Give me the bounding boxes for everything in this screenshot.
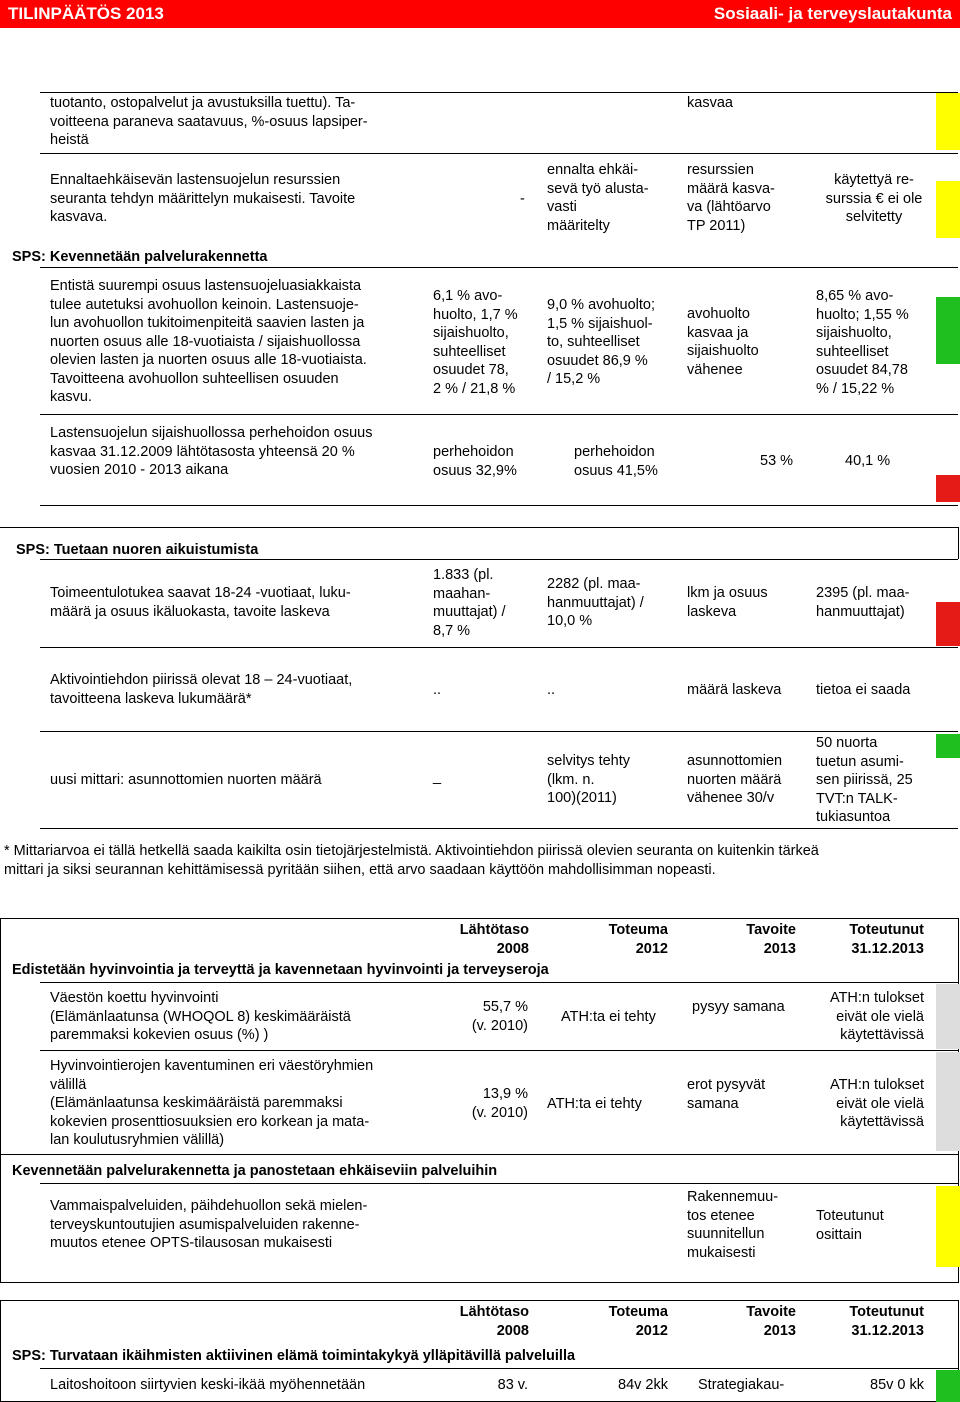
status-indicator-yellow bbox=[936, 181, 960, 238]
t2-r1-target: pysyy samana bbox=[692, 999, 785, 1015]
t2-r3-description: Vammaispalveluiden, päihdehuollon sekä mielen- terveyskuntoutujien asumispalveluiden rakenne- muutos etenee OPTS-tilausosan mukaisesti bbox=[50, 1198, 368, 1251]
s1-r2-target-2013: resurssien määrä kasva- va (lähtöarvo TP 2011) bbox=[687, 162, 775, 234]
s2-r2-target-2013: määrä laskeva bbox=[687, 682, 782, 698]
s1-r4-actual-2012: perhehoidon osuus 41,5% bbox=[574, 444, 658, 479]
s1-r1-target: kasvaa bbox=[687, 95, 733, 111]
footnote: * Mittariarvoa ei tällä hetkellä saada kaikilta osin tietojärjestelmistä. Aktivointiehdon piirissä olevien seuranta on kuitenkin tärkeä mittari ja siksi seurannan kehittämisessä pyritään siihen, että arvo saadaan käyttöön mahdollisimman nopeasti. bbox=[4, 843, 819, 878]
s1-r2-baseline: - bbox=[520, 191, 525, 207]
row-rule bbox=[40, 559, 958, 560]
s2-r3-target-2013: asunnottomien nuorten määrä vähenee 30/v bbox=[687, 753, 783, 806]
row-rule bbox=[40, 92, 958, 93]
status-indicator-yellow bbox=[936, 1186, 960, 1267]
t2-r3-target: Rakennemuu- tos etenee suunnitellun mukaisesti bbox=[687, 1189, 779, 1261]
col-header-target: Tavoite 2013 bbox=[746, 1304, 796, 1339]
s2-r3-baseline: _ bbox=[433, 769, 442, 785]
t2-r2-realized: ATH:n tulokset eivät ole vielä käytettävissä bbox=[829, 1077, 924, 1130]
s1-r3-description: Entistä suurempi osuus lastensuojeluasiakkaista tulee autetuksi avohuollon keinoin. Lastensuoje- lun avohuollon tukitoimenpiteitä saavien lasten ja nuorten osuus alle 18-vuotiaista / sijaishuollossa olevien lasten ja nuorten osuus alle 18-vuotiaista. Tavoitteena avohuollon suhteellisen osuuden kasvu. bbox=[50, 278, 367, 405]
row-rule bbox=[40, 153, 958, 154]
row-rule bbox=[40, 1368, 958, 1369]
header-committee: Sosiaali- ja terveyslautakunta bbox=[713, 4, 952, 23]
s2-r1-actual-2012: 2282 (pl. maa- hanmuuttajat) / 10,0 % bbox=[547, 576, 644, 629]
s2-r3-realized: 50 nuorta tuetun asumi- sen piirissä, 25 TVT:n TALK- tukiasuntoa bbox=[816, 735, 913, 825]
s1-r4-realized: 40,1 % bbox=[845, 453, 891, 469]
s1-r2-realized: käytettyä re- surssia € ei ole selvitetty bbox=[825, 172, 923, 225]
row-rule bbox=[40, 505, 958, 506]
s2-r2-actual-2012: .. bbox=[547, 682, 556, 698]
goal-heading-2: Kevennetään palvelurakennetta ja panostetaan ehkäiseviin palveluihin bbox=[12, 1163, 498, 1179]
s1-r2-actual-2012: ennalta ehkäi- sevä työ alusta- vasti määritelty bbox=[547, 162, 649, 234]
s1-r4-description: Lastensuojelun sijaishuollossa perhehoidon osuus kasvaa 31.12.2009 lähtötasosta yhteensä 20 % vuosien 2010 - 2013 aikana bbox=[50, 425, 373, 478]
page-header bbox=[0, 0, 960, 28]
t2-r3-realized: Toteutunut osittain bbox=[816, 1208, 884, 1243]
t2-r2-target: erot pysyvät samana bbox=[687, 1077, 766, 1112]
s2-r2-description: Aktivointiehdon piirissä olevat 18 – 24-vuotiaat, tavoitteena laskeva lukumäärä* bbox=[50, 672, 353, 707]
t2-r1-realized: ATH:n tulokset eivät ole vielä käytettävissä bbox=[829, 990, 924, 1043]
s1-r3-baseline: 6,1 % avo- huolto, 1,7 % sijaishuolto, suhteelliset osuudet 78, 2 % / 21,8 % bbox=[433, 288, 518, 397]
s1-r3-actual-2012: 9,0 % avohuolto; 1,5 % sijaishuol- to, suhteelliset osuudet 86,9 % / 15,2 % bbox=[547, 297, 656, 387]
row-rule bbox=[40, 647, 958, 648]
row-rule bbox=[40, 414, 958, 415]
s2-r1-target-2013: lkm ja osuus laskeva bbox=[687, 585, 768, 620]
row-rule bbox=[0, 527, 958, 528]
goal-heading-3: SPS: Turvataan ikäihmisten aktiivinen elämä toimintakykyä ylläpitävillä palveluilla bbox=[12, 1348, 576, 1364]
col-header-realized: Toteutunut 31.12.2013 bbox=[849, 1304, 924, 1339]
col-header-baseline: Lähtötaso 2008 bbox=[459, 922, 529, 957]
s2-r1-realized: 2395 (pl. maa- hanmuuttajat) bbox=[816, 585, 910, 620]
col-header-baseline: Lähtötaso 2008 bbox=[459, 1304, 529, 1339]
s1-r3-target-2013: avohuolto kasvaa ja sijaishuolto vähenee bbox=[687, 306, 759, 378]
s2-r3-actual-2012: selvitys tehty (lkm. n. 100)(2011) bbox=[547, 753, 630, 806]
col-header-target: Tavoite 2013 bbox=[746, 922, 796, 957]
row-rule bbox=[40, 1183, 958, 1184]
row-rule bbox=[40, 828, 958, 829]
col-header-realized: Toteutunut 31.12.2013 bbox=[849, 922, 924, 957]
cell-border bbox=[958, 527, 959, 559]
status-indicator-yellow bbox=[936, 93, 960, 150]
t2-r1-baseline: 55,7 % (v. 2010) bbox=[471, 999, 528, 1034]
row-rule bbox=[40, 982, 958, 983]
s1-r4-baseline: perhehoidon osuus 32,9% bbox=[433, 444, 517, 479]
s1-r1-description: tuotanto, ostopalvelut ja avustuksilla tuettu). Ta- voitteena paraneva saatavuus, %-osuus lapsiper- heistä bbox=[50, 95, 368, 148]
status-indicator-green bbox=[936, 734, 960, 758]
s2-r2-baseline: .. bbox=[433, 682, 442, 698]
row-rule bbox=[0, 1154, 959, 1155]
s2-r2-realized: tietoa ei saada bbox=[816, 682, 911, 698]
header-title: TILINPÄÄTÖS 2013 bbox=[8, 4, 164, 23]
s1-r4-target-2013: 53 % bbox=[760, 453, 794, 469]
t3-r1-baseline: 83 v. bbox=[497, 1377, 528, 1393]
t3-r1-description: Laitoshoitoon siirtyvien keski-ikää myöhennetään bbox=[50, 1377, 366, 1393]
goal-heading-1: Edistetään hyvinvointia ja terveyttä ja kavennetaan hyvinvointi ja terveyseroja bbox=[12, 962, 549, 978]
t2-r1-actual: ATH:ta ei tehty bbox=[561, 1009, 656, 1025]
t2-r2-actual: ATH:ta ei tehty bbox=[547, 1096, 642, 1112]
status-indicator-green bbox=[936, 297, 960, 364]
status-indicator-green bbox=[936, 1370, 960, 1402]
status-indicator-red bbox=[936, 475, 960, 502]
t2-r1-description: Väestön koettu hyvinvointi (Elämänlaatunsa (WHOQOL 8) keskimääräistä paremmaksi kokevien osuus (%) ) bbox=[50, 990, 351, 1043]
s1-r2-description: Ennaltaehkäisevän lastensuojelun resurssien seuranta tehdyn määrittelyn mukaisesti. Tavoite kasvava. bbox=[50, 172, 356, 225]
status-indicator-red bbox=[936, 602, 960, 646]
s1-r3-realized: 8,65 % avo- huolto; 1,55 % sijaishuolto, suhteelliset osuudet 84,78 % / 15,22 % bbox=[816, 288, 909, 397]
row-rule bbox=[40, 731, 958, 732]
t3-r1-target: Strategiakau- bbox=[698, 1377, 785, 1393]
col-header-actual: Toteuma 2012 bbox=[608, 1304, 668, 1339]
status-indicator-gray bbox=[936, 1052, 960, 1151]
row-rule bbox=[40, 1050, 958, 1051]
s2-r1-baseline: 1.833 (pl. maahan- muuttajat) / 8,7 % bbox=[433, 567, 506, 639]
s2-r3-description: uusi mittari: asunnottomien nuorten määrä bbox=[50, 772, 322, 788]
sps-heading-2: SPS: Tuetaan nuoren aikuistumista bbox=[16, 542, 259, 558]
t2-r2-baseline: 13,9 % (v. 2010) bbox=[471, 1086, 528, 1121]
t2-r2-description: Hyvinvointierojen kaventuminen eri väestöryhmien välillä (Elämänlaatunsa keskimääräistä paremmaksi kokevien prosenttiosuuksien ero korkean ja mata- lan koulutusryhmien välillä) bbox=[50, 1058, 374, 1148]
status-indicator-gray bbox=[936, 984, 960, 1049]
t3-r1-actual: 84v 2kk bbox=[618, 1377, 668, 1393]
row-rule bbox=[40, 267, 958, 268]
col-header-actual: Toteuma 2012 bbox=[608, 922, 668, 957]
sps-heading-1: SPS: Kevennetään palvelurakennetta bbox=[12, 249, 268, 265]
t3-r1-realized: 85v 0 kk bbox=[870, 1377, 924, 1393]
s2-r1-description: Toimeentulotukea saavat 18-24 -vuotiaat, luku- määrä ja osuus ikäluokasta, tavoite laskeva bbox=[50, 585, 351, 620]
